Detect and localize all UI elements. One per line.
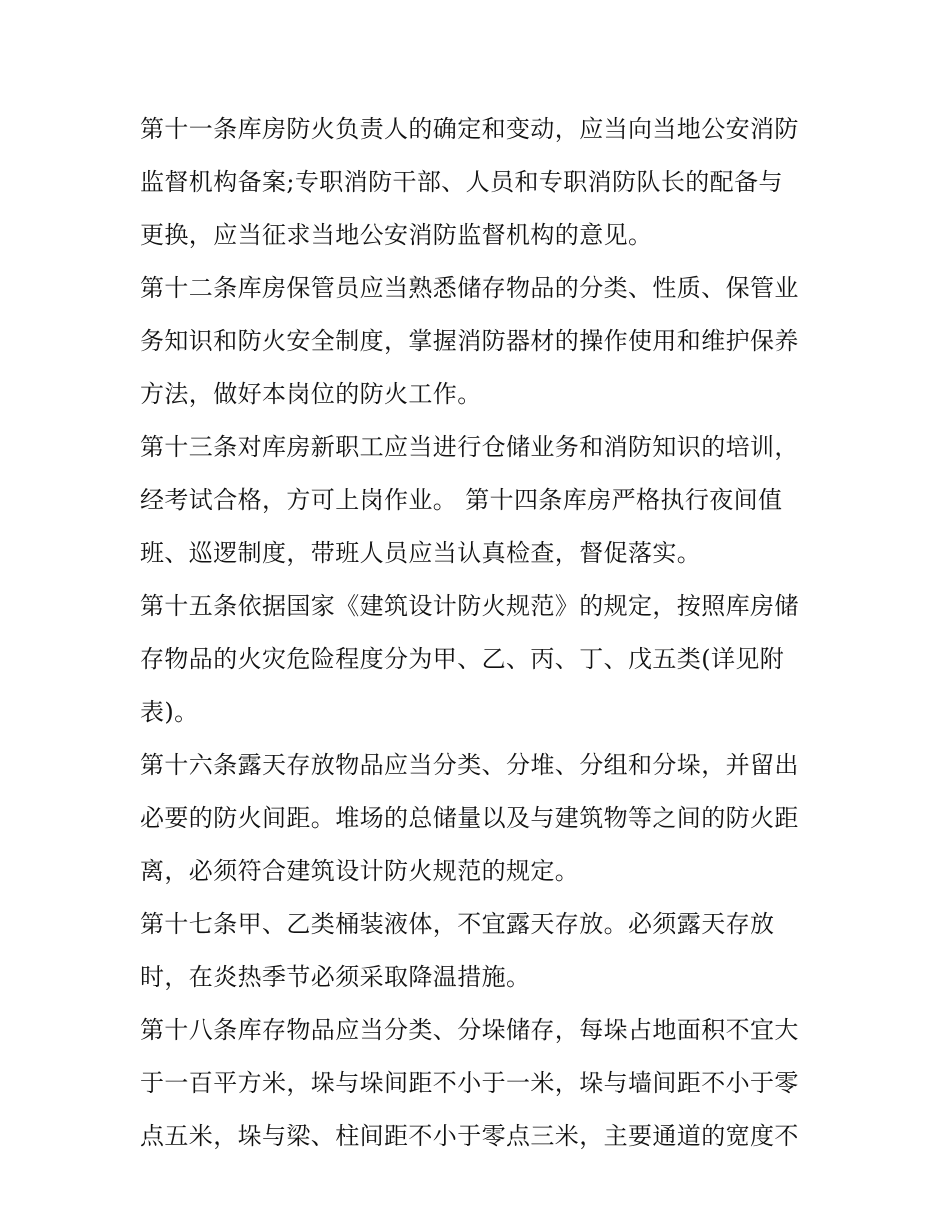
paragraph-article-12 [140, 267, 816, 415]
text-line: 经考试合格，方可上岗作业。 第十四条库房严格执行夜间值 [140, 486, 783, 514]
text-line: 务知识和防火安全制度，掌握消防器材的操作使用和维护保养 [140, 327, 799, 355]
document-body [140, 108, 816, 1168]
text-line: 第十五条依据国家《建筑设计防火规范》的规定，按照库房储 [140, 592, 799, 620]
text-line: 表)。 [140, 698, 199, 726]
text-line: 班、巡逻制度，带班人员应当认真检查，督促落实。 [140, 539, 702, 567]
paragraph-article-17 [140, 903, 816, 998]
text-line: 第十三条对库房新职工应当进行仓储业务和消防知识的培训， [140, 433, 799, 461]
paragraph-article-13-14 [140, 426, 816, 574]
text-line: 方法，做好本岗位的防火工作。 [140, 380, 482, 408]
text-line: 第十八条库存物品应当分类、分垛储存，每垛占地面积不宜大 [140, 1016, 799, 1044]
paragraph-article-16 [140, 744, 816, 892]
text-line: 必要的防火间距。堆场的总储量以及与建筑物等之间的防火距 [140, 804, 799, 832]
text-line: 第十七条甲、乙类桶装液体，不宜露天存放。必须露天存放 [140, 910, 775, 938]
text-line: 第十二条库房保管员应当熟悉储存物品的分类、性质、保管业 [140, 274, 799, 302]
text-line: 第十六条露天存放物品应当分类、分堆、分组和分垛，并留出 [140, 751, 799, 779]
text-line: 离，必须符合建筑设计防火规范的规定。 [140, 857, 580, 885]
paragraph-article-11 [140, 108, 816, 256]
text-line: 于一百平方米，垛与垛间距不小于一米，垛与墙间距不小于零 [140, 1069, 799, 1097]
text-line: 点五米，垛与梁、柱间距不小于零点三米，主要通道的宽度不 [140, 1122, 799, 1150]
text-line: 第十一条库房防火负责人的确定和变动，应当向当地公安消防 [140, 115, 799, 143]
text-line: 监督机构备案;专职消防干部、人员和专职消防队长的配备与 [140, 168, 783, 196]
text-line: 时，在炎热季节必须采取降温措施。 [140, 963, 531, 991]
text-line: 更换，应当征求当地公安消防监督机构的意见。 [140, 221, 653, 249]
paragraph-article-18 [140, 1009, 816, 1157]
paragraph-article-15 [140, 585, 816, 733]
text-line: 存物品的火灾危险程度分为甲、乙、丙、丁、戊五类(详见附 [140, 645, 785, 673]
